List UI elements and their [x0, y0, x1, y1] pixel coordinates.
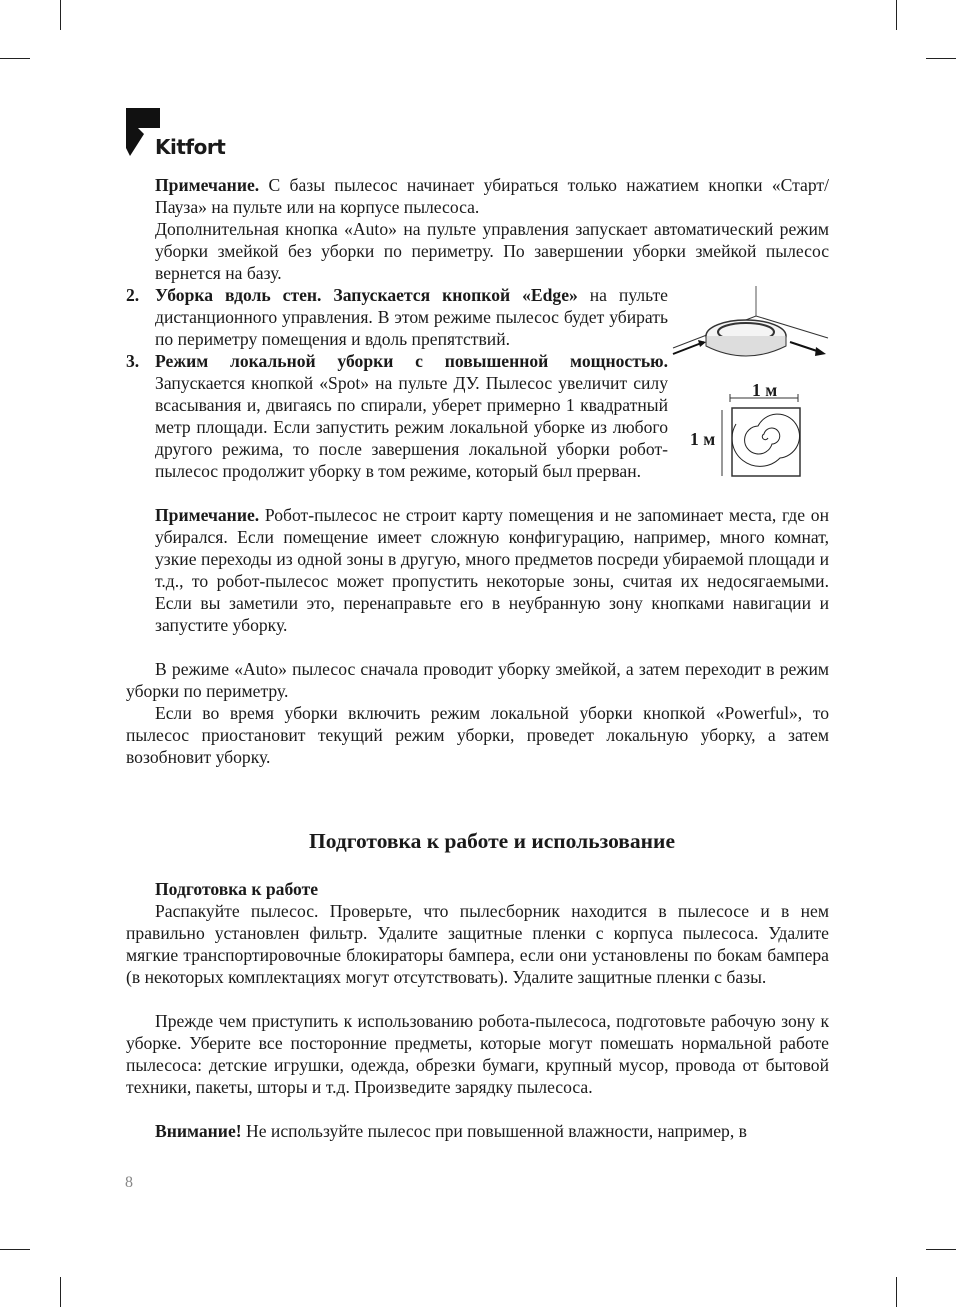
item-title: Режим локальной уборки с повышенной мощностью. [155, 351, 668, 371]
crop-mark [60, 0, 61, 30]
note-text: Робот-пылесос не строит карту помещения и не запоминает места, где он убирался. Если помещение имеет сложную конфигурацию, например, много комнат, узкие переходы из одной зоны в другую, много предметов посреди убираемой площади и т.д., то робот-пылесос может пропустить некоторые зоны, считая их недосягаемыми. Если вы заметили это, перенаправьте его в неубранную зону кнопками навигации и запустите уборку. [155, 505, 829, 635]
diagram-width-label: 1 м [752, 380, 778, 400]
auto-note-paragraph: Дополнительная кнопка «Auto» на пульте управления запускает автоматический режим уборки змейкой без уборки по периметру. По завершении уборки змейкой пылесос вернется на базу. [155, 219, 829, 283]
note2-paragraph [155, 504, 829, 636]
crop-mark [926, 58, 956, 59]
crop-mark [926, 1249, 956, 1250]
item-text: Запускается кнопкой «Spot» на пульте ДУ. Пылесос увеличит силу всасывания и, двигаясь по спирали, уберет примерно 1 квадратный метр площади. Если запустить режим локальной уборке из любого другого режима, то после завершения локальной уборки робот-пылесос продолжит уборку в том режиме, который был прерван. [155, 373, 668, 481]
crop-mark [0, 58, 30, 59]
subheading: Подготовка к работе [155, 879, 319, 899]
note-label: Примечание. [155, 505, 260, 525]
list-item-edge [155, 284, 668, 350]
note-paragraph [155, 174, 829, 218]
warning-paragraph [126, 1120, 829, 1142]
section-heading: Подготовка к работе и использование [309, 829, 675, 853]
powerful-mode-paragraph: Если во время уборки включить режим локальной уборки кнопкой «Powerful», то пылесос приостановит текущий режим уборки, проведет локальную уборку, а затем возобновит уборку. [126, 703, 829, 767]
list-number: 3. [126, 351, 140, 371]
list-item-spot [155, 350, 668, 482]
list-number: 2. [126, 285, 140, 305]
prep-paragraph-1: Распакуйте пылесос. Проверьте, что пылесборник находится в пылесосе и в нем правильно установлен фильтр. Удалите защитные пленки с корпуса пылесоса. Удалите мягкие транспортировочные блокираторы бампера, если они установлены по бокам бампера (в некоторых комплектациях могут отсутствовать). Удалите защитные пленки с базы. [126, 901, 829, 987]
crop-mark [0, 1249, 30, 1250]
note-label: Примечание. [155, 175, 260, 195]
crop-mark [60, 1277, 61, 1307]
prep-paragraph-2: Прежде чем приступить к использованию робота-пылесоса, подготовьте рабочую зону к уборке. Уберите все посторонние предметы, которые могут помешать нормальной работе пылесоса: детские игрушки, одежда, обрезки бумаги, крупный мусор, провода от бытовой техники, пакеты, шторы и т.д. Произведите зарядку пылесоса. [126, 1011, 829, 1097]
brand-logo-text: Kitfort [155, 135, 226, 159]
warning-label: Внимание! [155, 1121, 242, 1141]
warning-text: Не используйте пылесос при повышенной влажности, например, в [241, 1121, 747, 1141]
crop-mark [896, 1277, 897, 1307]
crop-mark [896, 0, 897, 30]
robot-edge-illustration [668, 286, 833, 372]
item-text: на пульте дистанционного управления. В этом режиме пылесос будет убирать по периметру помещения и вдоль препятствий. [155, 285, 668, 349]
note-text: С базы пылесос начинает убираться только нажатием кнопки «Старт/Пауза» на пульте или на корпусе пылесоса. [155, 175, 829, 217]
diagram-height-label: 1 м [690, 429, 716, 449]
page-number: 8 [125, 1174, 133, 1191]
auto-mode-paragraph: В режиме «Auto» пылесос сначала проводит уборку змейкой, а затем переходит в режим уборки по периметру. [126, 659, 829, 701]
item-title: Уборка вдоль стен. Запускается кнопкой «Edge» [155, 285, 578, 305]
